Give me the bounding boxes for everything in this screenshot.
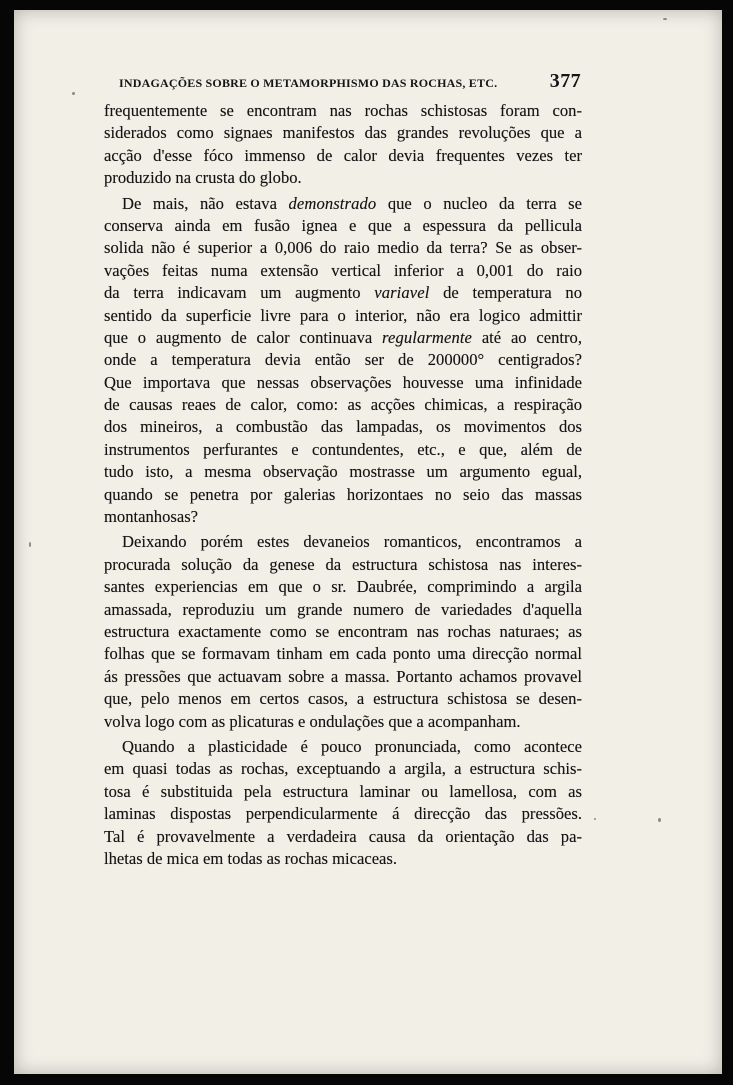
text-segment: procurada solução da genese da estructura schistosa nas interes- — [104, 554, 582, 574]
text-segment: ás pressões que actuavam sobre a massa. Portanto achamos provavel — [104, 666, 582, 686]
italic-segment: variavel — [374, 283, 430, 303]
text-segment: siderados como signaes manifestos das grandes revoluções que a — [104, 123, 582, 143]
paragraph-2 — [104, 193, 582, 529]
text-segment: dos mineiros, a combustão das lampadas, os movimentos dos — [104, 417, 582, 437]
text-line — [104, 372, 582, 394]
text-line — [104, 349, 582, 371]
text-segment: onde a temperatura devia então ser de 200000° centigrados? — [104, 350, 582, 370]
text-line — [104, 554, 582, 576]
text-line — [104, 484, 582, 506]
text-line — [104, 506, 582, 528]
text-segment: amassada, reproduziu um grande numero de variedades d'aquella — [104, 599, 582, 619]
book-page — [14, 10, 722, 1074]
text-segment: sentido da superficie livre para o interior, não era logico admittir — [104, 305, 582, 325]
text-line — [104, 803, 582, 825]
text-segment: conserva ainda em fusão ignea e que a espessura da pellicula — [104, 215, 582, 235]
text-line — [104, 461, 582, 483]
text-line — [104, 576, 582, 598]
page-number: 377 — [549, 70, 581, 92]
text-segment: De mais, não estava — [122, 193, 289, 213]
text-line — [104, 282, 582, 304]
text-segment: Tal é provavelmente a verdadeira causa da orientação das pa- — [104, 826, 582, 846]
italic-segment: demonstrado — [288, 193, 377, 213]
text-segment: de temperatura no — [429, 283, 582, 303]
text-line — [104, 215, 582, 237]
text-line — [104, 531, 582, 553]
text-segment: vações feitas numa extensão vertical inferior a 0,001 do raio — [104, 260, 582, 280]
running-head — [119, 70, 581, 94]
text-line — [104, 688, 582, 710]
text-line — [104, 327, 582, 349]
text-segment: da terra indicavam um augmento — [104, 283, 375, 303]
text-segment: que, pelo menos em certos casos, a estructura schistosa se desen- — [104, 689, 582, 709]
scan-speck — [663, 18, 667, 20]
text-segment: que o augmento de calor continuava — [104, 327, 383, 347]
scan-speck — [72, 92, 75, 95]
text-segment: instrumentos perfurantes e contundentes, etc., e que, além de — [104, 439, 582, 459]
text-segment: lhetas de mica em todas as rochas micaceas. — [104, 848, 398, 868]
scan-speck — [658, 818, 661, 822]
text-segment: acção d'esse fóco immenso de calor devia frequentes vezes ter — [104, 145, 582, 165]
text-line — [104, 193, 582, 215]
text-line — [104, 122, 582, 144]
text-line — [104, 260, 582, 282]
text-segment: que o nucleo da terra se — [376, 193, 582, 213]
text-line — [104, 711, 582, 733]
text-line — [104, 237, 582, 259]
text-segment: tosa é substituida pela estructura laminar ou lamellosa, com as — [104, 781, 582, 801]
text-line — [104, 736, 582, 758]
running-title: INDAGAÇÕES SOBRE O METAMORPHISMO DAS ROCHAS, ETC. — [119, 76, 498, 90]
text-line — [104, 305, 582, 327]
text-segment: até ao centro, — [472, 327, 582, 347]
text-line — [104, 599, 582, 621]
text-segment: produzido na crusta do globo. — [104, 168, 302, 188]
text-segment: santes experiencias em que o sr. Daubrée, comprimindo a argila — [104, 577, 582, 597]
paragraph-1 — [104, 100, 582, 190]
body-text — [104, 100, 582, 870]
text-line — [104, 100, 582, 122]
text-line — [104, 394, 582, 416]
text-segment: Que importava que nessas observações houvesse uma infinidade — [104, 372, 582, 392]
text-line — [104, 848, 582, 870]
text-line — [104, 643, 582, 665]
scan-speck — [29, 542, 31, 547]
text-line — [104, 416, 582, 438]
text-line — [104, 826, 582, 848]
text-segment: de causas reaes de calor, como: as acções chimicas, a respiração — [104, 395, 582, 415]
text-line — [104, 666, 582, 688]
text-segment: Deixando porém estes devaneios romanticos, encontramos a — [122, 532, 582, 552]
text-segment: laminas dispostas perpendicularmente á direcção das pressões. — [104, 804, 582, 824]
text-segment: estructura exactamente como se encontram nas rochas naturaes; as — [104, 621, 582, 641]
text-segment: Quando a plasticidade é pouco pronunciada, como acontece — [122, 736, 582, 756]
text-line — [104, 621, 582, 643]
text-segment: quando se penetra por galerias horizontaes no seio das massas — [104, 484, 582, 504]
text-segment: tudo isto, a mesma observação mostrasse um argumento egual, — [104, 462, 582, 482]
text-segment: solida não é superior a 0,006 do raio medio da terra? Se as obser- — [104, 238, 582, 258]
text-line — [104, 145, 582, 167]
text-line — [104, 167, 582, 189]
text-segment: frequentemente se encontram nas rochas schistosas foram con- — [104, 101, 582, 120]
text-segment: em quasi todas as rochas, exceptuando a argila, a estructura schis- — [104, 759, 582, 779]
text-segment: montanhosas? — [104, 507, 199, 527]
paragraph-3 — [104, 531, 582, 733]
text-segment: volva logo com as plicaturas e ondulações que a acompanham. — [104, 711, 521, 731]
text-line — [104, 781, 582, 803]
text-line — [104, 758, 582, 780]
italic-segment: regularmente — [382, 327, 473, 347]
paragraph-4 — [104, 736, 582, 870]
text-line — [104, 439, 582, 461]
scan-speck — [594, 818, 596, 820]
text-segment: folhas que se formavam tinham em cada ponto uma direcção normal — [104, 644, 582, 664]
